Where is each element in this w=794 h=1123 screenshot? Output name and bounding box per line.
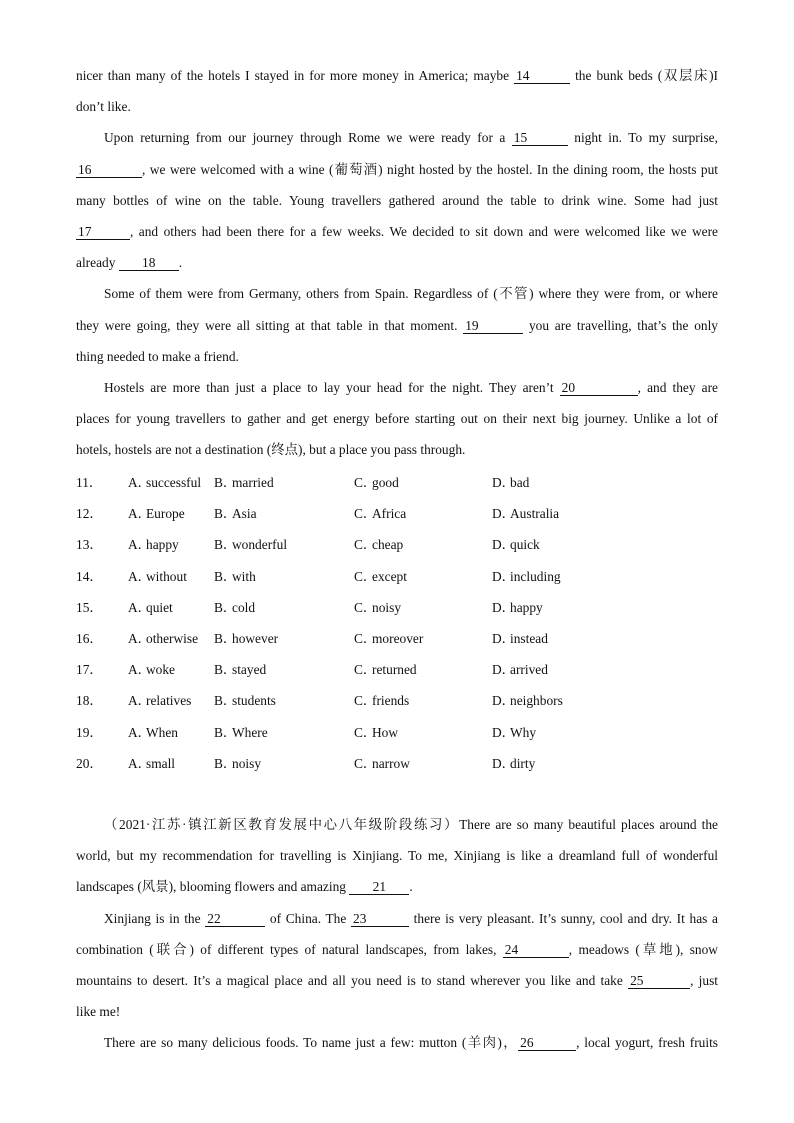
option-c[interactable] [354, 622, 492, 653]
option-text: happy [146, 537, 179, 553]
text-line [76, 310, 718, 341]
question-number: 17． [76, 662, 103, 678]
option-a[interactable] [128, 684, 214, 715]
text: （2021·江苏·镇江新区教育发展中心八年级阶段练习）There are so many beautiful places around the [104, 817, 718, 832]
option-text: noisy [232, 755, 262, 771]
option-text: noisy [372, 599, 402, 615]
option-letter: D． [492, 475, 516, 491]
option-a[interactable] [128, 653, 214, 684]
option-c[interactable] [354, 560, 492, 591]
passage-1 [76, 60, 718, 465]
question-number: 18． [76, 693, 103, 709]
question-number: 12． [76, 506, 103, 522]
text-line [76, 809, 718, 840]
option-text: quick [510, 537, 540, 553]
question-row [76, 591, 612, 622]
text-line [76, 278, 718, 309]
option-text: neighbors [510, 693, 563, 709]
option-b[interactable] [214, 466, 354, 497]
option-text: successful [146, 475, 202, 491]
option-text: married [232, 475, 274, 491]
text: , local yogurt, fresh fruits [576, 1035, 719, 1051]
option-letter: B． [214, 631, 237, 647]
text-line [76, 91, 718, 122]
text-line [76, 372, 718, 403]
blank-14[interactable]: 14 [514, 69, 570, 84]
option-text: arrived [510, 662, 548, 678]
text-line [76, 122, 718, 153]
option-letter: D． [492, 631, 516, 647]
option-text: Africa [372, 506, 407, 522]
option-letter: B． [214, 755, 237, 771]
option-a[interactable] [128, 497, 214, 528]
option-letter: D． [492, 755, 516, 771]
option-b[interactable] [214, 653, 354, 684]
option-d[interactable] [492, 653, 612, 684]
question-number: 14． [76, 568, 103, 584]
text: Some of them were from Germany, others from Spain. Regardless of (不管) where they were from, or where [104, 286, 718, 302]
passage-2 [76, 809, 718, 1059]
text: There are so many delicious foods. To name just a few: mutton (羊肉)， [104, 1035, 519, 1051]
text-line [76, 903, 718, 934]
option-d[interactable] [492, 684, 612, 715]
text: . [178, 255, 183, 271]
option-letter: D． [492, 724, 516, 740]
option-text: students [232, 693, 276, 709]
option-text: however [232, 631, 279, 647]
text: they were going, they were all sitting at that table in that moment. [76, 317, 464, 333]
option-text: cheap [372, 537, 404, 553]
option-letter: A． [128, 537, 152, 553]
option-text: stayed [232, 662, 267, 678]
option-letter: C． [354, 693, 377, 709]
text-line [76, 871, 718, 902]
option-a[interactable] [128, 716, 214, 747]
text-line [76, 965, 718, 996]
option-a[interactable] [128, 528, 214, 559]
option-letter: C． [354, 599, 377, 615]
blank-18[interactable]: 18 [119, 256, 179, 271]
blank-16[interactable]: 16 [76, 163, 142, 178]
option-d[interactable] [492, 466, 612, 497]
option-letter: B． [214, 662, 237, 678]
blank-22[interactable]: 22 [205, 912, 265, 927]
text: you are travelling, that’s the only [523, 317, 718, 333]
text-line [76, 60, 718, 91]
option-letter: C． [354, 537, 377, 553]
text: like me! [76, 1004, 121, 1020]
text: nicer than many of the hotels I stayed in for more money in America; maybe [76, 68, 515, 83]
text-line [76, 840, 718, 871]
option-d[interactable] [492, 622, 612, 653]
option-letter: A． [128, 506, 152, 522]
question-number: 13． [76, 537, 103, 553]
question-row [76, 497, 612, 528]
option-text: wonderful [232, 537, 288, 553]
option-text: When [146, 724, 178, 740]
blank-21[interactable]: 21 [349, 880, 409, 895]
text: , and others had been there for a few weeks. We decided to sit down and were welcomed like we were [130, 223, 718, 239]
option-text: Why [510, 724, 537, 740]
text: , just [690, 972, 718, 988]
option-text: happy [510, 599, 543, 615]
option-letter: D． [492, 693, 516, 709]
option-b[interactable] [214, 528, 354, 559]
option-letter: A． [128, 631, 152, 647]
option-c[interactable] [354, 716, 492, 747]
text-line [76, 341, 718, 372]
text-line [76, 434, 718, 465]
text: , meadows (草地), snow [568, 941, 718, 957]
option-b[interactable] [214, 560, 354, 591]
text-line [76, 1027, 718, 1058]
text: places for young travellers to gather and get energy before starting out on their next big journey. Unlike a lot of [76, 411, 718, 427]
text: Hostels are more than just a place to lay your head for the night. They aren’t [104, 379, 560, 395]
option-text: with [232, 568, 256, 584]
text: night in. To my surprise, [567, 130, 718, 146]
option-letter: B． [214, 693, 237, 709]
option-c[interactable] [354, 497, 492, 528]
option-text: good [372, 475, 399, 491]
option-letter: C． [354, 475, 377, 491]
option-d[interactable] [492, 716, 612, 747]
option-b[interactable] [214, 684, 354, 715]
option-d[interactable] [492, 591, 612, 622]
question-row [76, 528, 612, 559]
option-letter: A． [128, 755, 152, 771]
option-b[interactable] [214, 622, 354, 653]
blank-20[interactable]: 20 [560, 381, 638, 396]
option-letter: A． [128, 599, 152, 615]
option-letter: A． [128, 662, 152, 678]
option-letter: B． [214, 506, 237, 522]
option-letter: B． [214, 724, 237, 740]
question-row [76, 653, 612, 684]
option-text: small [146, 755, 176, 771]
option-b[interactable] [214, 591, 354, 622]
option-text: returned [372, 662, 417, 678]
text: combination (联合) of different types of natural landscapes, from lakes, [76, 941, 503, 957]
option-text: Where [232, 724, 268, 740]
option-text: cold [232, 599, 256, 615]
option-text: moreover [372, 631, 424, 647]
text: don’t like. [76, 99, 131, 115]
option-c[interactable] [354, 466, 492, 497]
question-row [76, 622, 612, 653]
text: , we were welcomed with a wine (葡萄酒) night hosted by the hostel. In the dining room, the hosts put [142, 161, 718, 177]
option-text: instead [510, 631, 548, 647]
option-letter: D． [492, 568, 516, 584]
option-a[interactable] [128, 466, 214, 497]
option-letter: A． [128, 724, 152, 740]
option-letter: A． [128, 693, 152, 709]
option-letter: C． [354, 662, 377, 678]
option-text: relatives [146, 693, 192, 709]
text-line [76, 934, 718, 965]
option-text: Europe [146, 506, 185, 522]
option-text: friends [372, 693, 410, 709]
text: hotels, hostels are not a destination (终点), but a place you pass through. [76, 442, 466, 458]
text: there is very pleasant. It’s sunny, cool and dry. It has a [409, 910, 718, 926]
option-c[interactable] [354, 528, 492, 559]
text: landscapes (风景), blooming flowers and amazing [76, 879, 350, 895]
option-a[interactable] [128, 591, 214, 622]
option-text: except [372, 568, 407, 584]
blank-17[interactable]: 17 [76, 225, 130, 240]
question-number: 11． [76, 475, 103, 491]
option-text: without [146, 568, 187, 584]
question-row [76, 560, 612, 591]
text: the bunk beds (双层床)I [570, 68, 718, 83]
option-d[interactable] [492, 747, 612, 778]
option-c[interactable] [354, 684, 492, 715]
option-letter: B． [214, 475, 237, 491]
option-letter: C． [354, 568, 377, 584]
blank-25[interactable]: 25 [628, 974, 690, 989]
blank-23[interactable]: 23 [351, 912, 409, 927]
text-line [76, 247, 718, 278]
option-letter: B． [214, 537, 237, 553]
text: , and they are [637, 379, 718, 395]
question-row [76, 466, 612, 497]
option-a[interactable] [128, 747, 214, 778]
option-text: quiet [146, 599, 173, 615]
blank-15[interactable]: 15 [512, 131, 568, 146]
option-text: Australia [510, 506, 560, 522]
text-line [76, 996, 718, 1027]
option-letter: D． [492, 599, 516, 615]
text: mountains to desert. It’s a magical place and all you need is to stand wherever you like and take [76, 972, 629, 988]
question-number: 16． [76, 631, 103, 647]
blank-24[interactable]: 24 [503, 943, 569, 958]
text: already [76, 255, 119, 271]
text: of China. The [265, 910, 351, 926]
text-line [76, 154, 718, 185]
option-letter: D． [492, 506, 516, 522]
option-letter: C． [354, 506, 377, 522]
option-text: narrow [372, 755, 410, 771]
option-letter: A． [128, 475, 152, 491]
text-line [76, 185, 718, 216]
option-d[interactable] [492, 497, 612, 528]
option-letter: C． [354, 724, 377, 740]
option-text: bad [510, 475, 530, 491]
option-text: including [510, 568, 561, 584]
option-text: dirty [510, 755, 536, 771]
option-b[interactable] [214, 716, 354, 747]
text-line [76, 403, 718, 434]
blank-26[interactable]: 26 [518, 1036, 576, 1051]
question-number: 15． [76, 599, 103, 615]
question-number: 19． [76, 724, 103, 740]
text: Xinjiang is in the [104, 910, 206, 926]
option-b[interactable] [214, 747, 354, 778]
text-line [76, 216, 718, 247]
option-b[interactable] [214, 497, 354, 528]
text: many bottles of wine on the table. Young travellers gathered around the table to drink wine. Some had just [76, 192, 718, 208]
options-table [76, 466, 612, 778]
option-d[interactable] [492, 528, 612, 559]
text: . [409, 879, 413, 895]
option-c[interactable] [354, 653, 492, 684]
option-letter: D． [492, 537, 516, 553]
option-letter: C． [354, 631, 377, 647]
option-text: woke [146, 662, 176, 678]
option-letter: D． [492, 662, 516, 678]
option-a[interactable] [128, 622, 214, 653]
option-letter: B． [214, 568, 237, 584]
question-row [76, 684, 612, 715]
text: thing needed to make a friend. [76, 348, 239, 364]
option-text: otherwise [146, 631, 199, 647]
option-letter: B． [214, 599, 237, 615]
option-d[interactable] [492, 560, 612, 591]
text: Upon returning from our journey through Rome we were ready for a [104, 130, 512, 146]
question-row [76, 716, 612, 747]
text: world, but my recommendation for travelling is Xinjiang. To me, Xinjiang is like a dreamland full of wonderful [76, 848, 718, 864]
option-c[interactable] [354, 591, 492, 622]
option-text: Asia [232, 506, 257, 522]
option-a[interactable] [128, 560, 214, 591]
option-text: How [372, 724, 399, 740]
question-row [76, 747, 612, 778]
question-number: 20． [76, 755, 103, 771]
option-c[interactable] [354, 747, 492, 778]
blank-19[interactable]: 19 [463, 319, 523, 334]
option-letter: C． [354, 755, 377, 771]
option-letter: A． [128, 568, 152, 584]
